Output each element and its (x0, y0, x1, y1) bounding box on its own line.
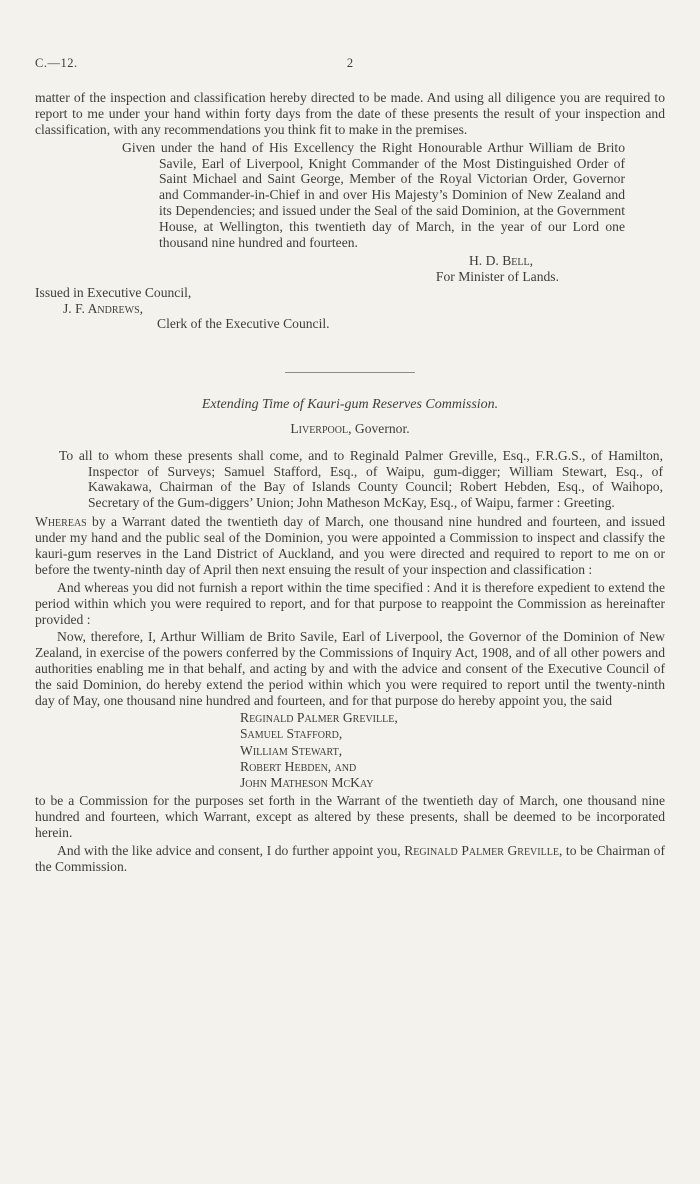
page-number: 2 (346, 56, 354, 70)
commissioner-name: Reginald Palmer Greville, (240, 709, 398, 725)
executive-council-block (35, 285, 665, 333)
and-whereas-paragraph: And whereas you did not furnish a report within the time specified : And it is therefore expedient to extend the period within which you were required to report, and for that purpose to reappoint the Commission as hereinafter provided : (35, 579, 665, 627)
whereas-rest: by a Warrant dated the twentieth day of March, one thousand nine hundred and fourteen, and issued under my hand and the public seal of the Dominion, you were appointed a Commission to inspect and classify the kauri-gum reserves in the Land District of Auckland, and you were directed and required to report to me on or before the twenty-ninth day of April then next ensuing the result of your inspection and classification : (35, 514, 665, 577)
document-reference: C.—12. (35, 56, 78, 70)
signature-role: For Minister of Lands. (435, 268, 559, 284)
clerk-name: J. F. Andrews, (63, 300, 144, 316)
commissioner-name: Robert Hebden, and (240, 758, 357, 774)
governor-line (35, 421, 665, 437)
section-title: Extending Time of Kauri-gum Reserves Commission. (201, 397, 499, 413)
commissioner-names-list (240, 710, 665, 792)
whereas-lead: Whereas (35, 514, 87, 530)
section-divider (285, 372, 415, 373)
commissioner-name: Samuel Stafford, (240, 726, 343, 742)
chairman-post-text: , to be Chairman of the Commission. (35, 843, 665, 874)
running-head (35, 56, 665, 74)
governor-name: Liverpool, (290, 420, 352, 436)
chairman-name: Reginald Palmer Greville (404, 843, 559, 859)
governor-suffix: Governor. (351, 420, 410, 436)
clerk-role: Clerk of the Executive Council. (157, 316, 330, 332)
commissioner-name: John Matheson McKay (240, 775, 374, 791)
given-clause-paragraph: Given under the hand of His Excellency the Right Honourable Arthur William de Brito Savile, Earl of Liverpool, Knight Commander of the Most Distinguished Order of Saint Michael and Saint George, Member of the Royal Victorian Order, Governor and Commander-in-Chief in and over His Majesty’s Dominion of New Zealand and its Dependencies; and issued under the Seal of the said Dominion, at the Government House, at Wellington, this twentieth day of March, in the year of our Lord one thousand nine hundred and fourteen. (122, 139, 625, 251)
warrant-continuation-paragraph: matter of the inspection and classification hereby directed to be made. And using all diligence you are required to report to me under your hand within forty days from the date of these presents the result of your inspection and classification, with any recommendations you think fit to make in the premises. (35, 90, 665, 137)
issued-line: Issued in Executive Council, (35, 284, 192, 300)
chairman-appointment-paragraph (35, 843, 665, 875)
address-paragraph: To all to whom these presents shall come, and to Reginald Palmer Greville, Esq., F.R.G.S., of Hamilton, Inspector of Surveys; Samuel Stafford, Esq., of Waipu, gum-digger; William Stewart, Esq., of Kawakawa, Chairman of the Bay of Islands County Council; Robert Hebden, Esq., of Waihopo, Secretary of the Gum-diggers’ Union; John Matheson McKay, Esq., of Waipu, farmer : Greeting. (59, 447, 663, 511)
chairman-pre-text: And with the like advice and consent, I do further appoint you, (57, 843, 405, 859)
signature-block (35, 253, 665, 285)
commissioner-name: William Stewart, (240, 742, 343, 758)
now-therefore-paragraph: Now, therefore, I, Arthur William de Brito Savile, Earl of Liverpool, the Governor of the Dominion of New Zealand, in exercise of the powers conferred by the Commissions of Inquiry Act, 1908, and of all other powers and authorities enabling me in that behalf, and acting by and with the advice and consent of the Executive Council of the said Dominion, do hereby extend the period within which you were required to report until the twenty-ninth day of May, one thousand nine hundred and fourteen, and for that purpose do hereby appoint you, the said (35, 629, 665, 708)
incorporation-paragraph: to be a Commission for the purposes set forth in the Warrant of the twentieth day of March, one thousand nine hundred and fourteen, which Warrant, except as altered by these presents, shall be deemed to be incorporated herein. (35, 793, 665, 841)
signature-name: H. D. Bell, (468, 252, 533, 268)
whereas-paragraph (35, 514, 665, 578)
